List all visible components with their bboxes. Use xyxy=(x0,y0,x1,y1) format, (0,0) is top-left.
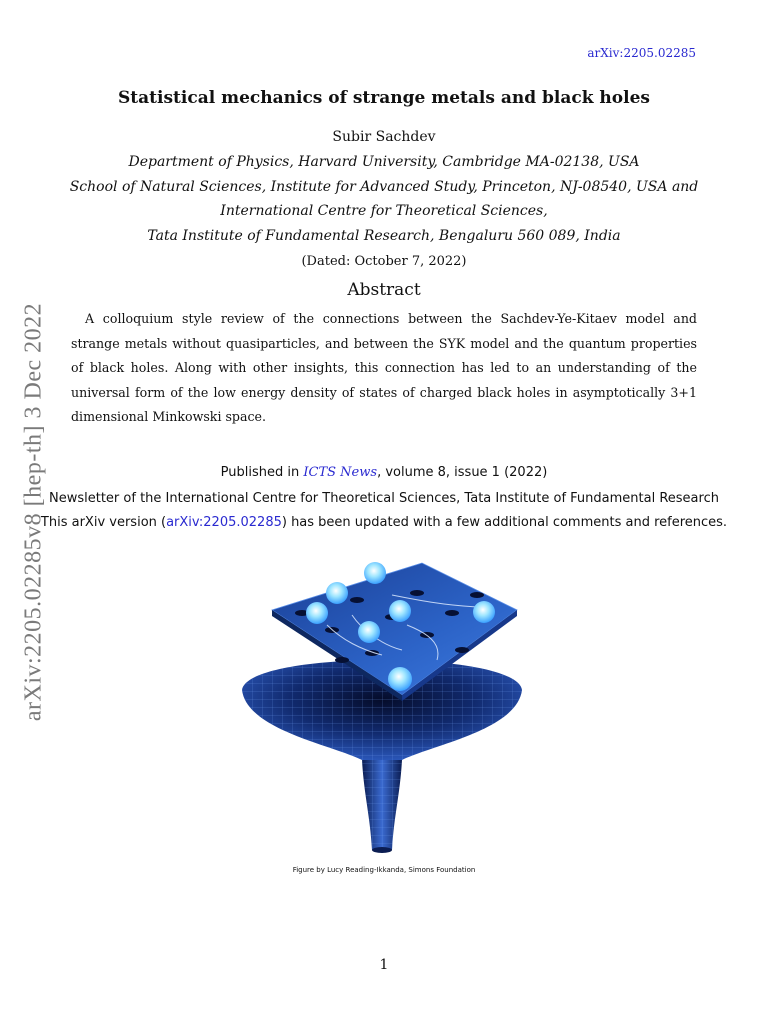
funnel-shape xyxy=(242,660,522,853)
affiliation: International Centre for Theoretical Sciences, xyxy=(220,203,548,219)
version-prefix: This arXiv version ( xyxy=(40,515,167,530)
affiliation: Tata Institute of Fundamental Research, Bengaluru 560 089, India xyxy=(147,228,621,244)
journal-link[interactable]: ICTS News xyxy=(303,465,378,480)
publication-line xyxy=(0,465,768,480)
date-line: (Dated: October 7, 2022) xyxy=(301,254,467,269)
published-prefix: Published in xyxy=(220,465,304,480)
paper-title: Statistical mechanics of strange metals and black holes xyxy=(118,88,650,108)
affiliation: School of Natural Sciences, Institute for Advanced Study, Princeton, NJ-08540, USA and xyxy=(69,179,699,195)
affiliation: Department of Physics, Harvard University, Cambridge MA-02138, USA xyxy=(128,154,640,170)
author-name: Subir Sachdev xyxy=(332,129,436,145)
black-hole-illustration xyxy=(232,555,532,860)
version-suffix: ) has been updated with a few additional comments and references. xyxy=(281,515,728,530)
page-number: 1 xyxy=(379,957,389,973)
figure-credit: Figure by Lucy Reading-Ikkanda, Simons Foundation xyxy=(292,866,476,874)
abstract-text: A colloquium style review of the connections between the Sachdev-Ye-Kitaev model and strange metals without quasiparticles, and between the SYK model and the quantum properties of black holes. Along with other insights, this connection has led to an understanding of the universal form of the low energy density of states of charged black holes in asymptotically 3+1 dimensional Minkowski space. xyxy=(71,311,697,424)
abstract-heading: Abstract xyxy=(347,280,421,300)
newsletter-line: Newsletter of the International Centre for Theoretical Sciences, Tata Institute of Fundamental Research xyxy=(49,491,719,506)
published-suffix: , volume 8, issue 1 (2022) xyxy=(377,465,548,480)
arxiv-side-stamp: arXiv:2205.02285v8 [hep-th] 3 Dec 2022 xyxy=(20,302,47,722)
arxiv-id-link[interactable]: arXiv:2205.02285 xyxy=(587,46,696,60)
version-arxiv-link[interactable]: arXiv:2205.02285 xyxy=(166,515,282,530)
version-line xyxy=(0,515,768,530)
